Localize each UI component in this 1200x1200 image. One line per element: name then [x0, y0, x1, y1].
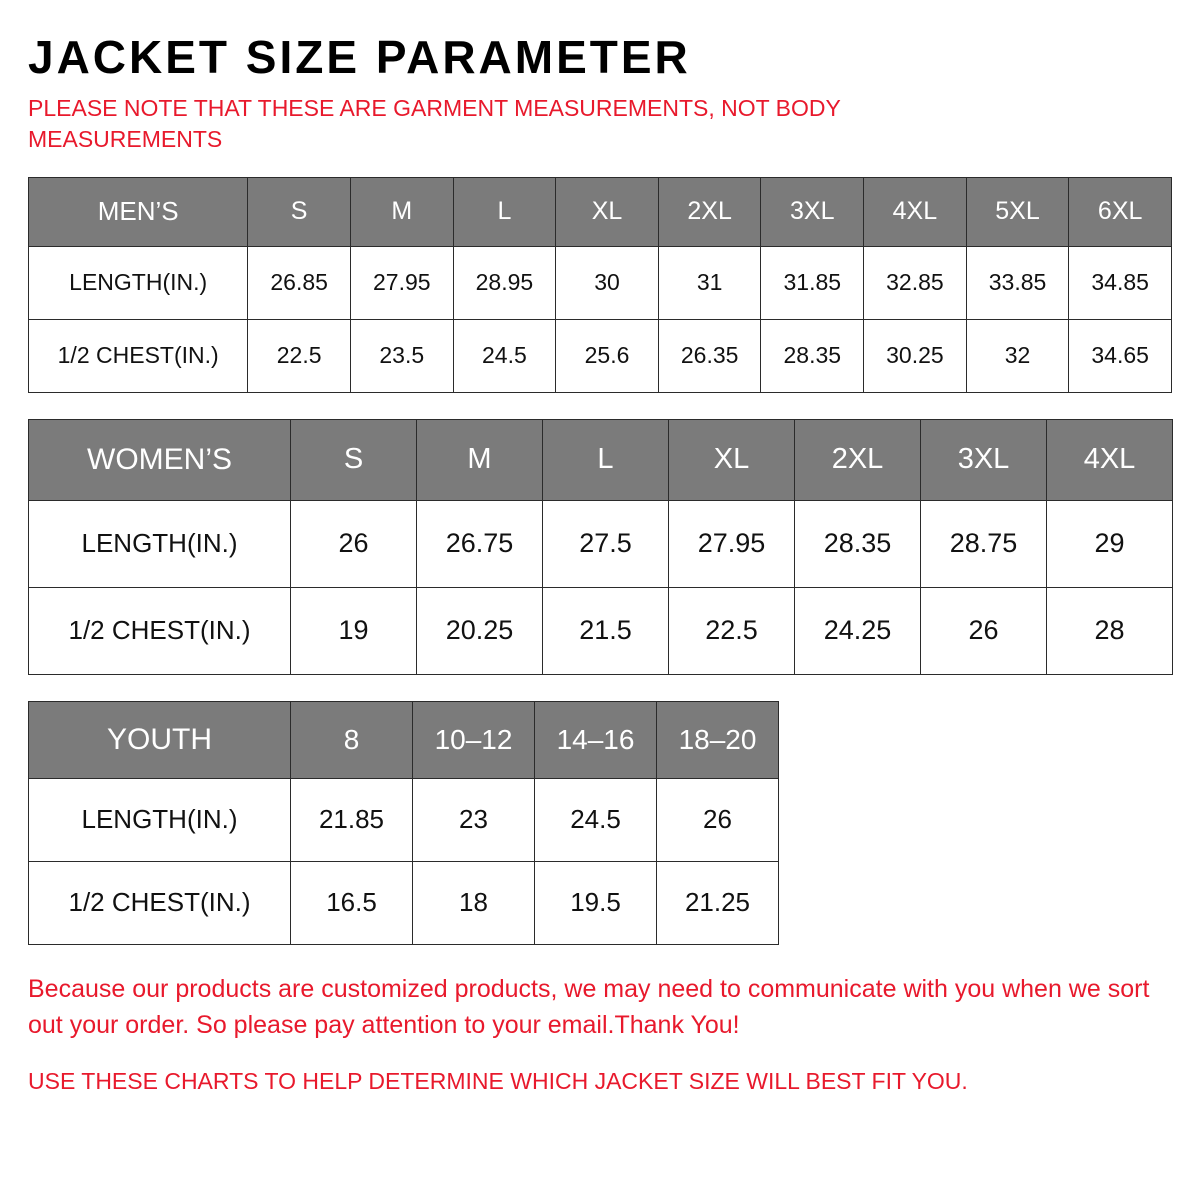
youth-size-header: 10–12 — [413, 701, 535, 778]
table-cell: 27.95 — [350, 246, 453, 319]
table-cell: 19.5 — [535, 861, 657, 944]
mens-size-header: 4XL — [864, 177, 967, 246]
table-cell: 30.25 — [864, 319, 967, 392]
table-row — [29, 861, 779, 944]
mens-size-header: S — [248, 177, 351, 246]
table-cell: 30 — [556, 246, 659, 319]
row-label: 1/2 CHEST(IN.) — [29, 587, 291, 674]
mens-size-header: XL — [556, 177, 659, 246]
table-cell: 26 — [291, 500, 417, 587]
table-cell: 33.85 — [966, 246, 1069, 319]
table-cell: 26 — [657, 778, 779, 861]
table-cell: 34.85 — [1069, 246, 1172, 319]
table-cell: 28.35 — [795, 500, 921, 587]
womens-corner-label: WOMEN’S — [29, 419, 291, 500]
mens-size-header: 3XL — [761, 177, 864, 246]
womens-size-header: 3XL — [921, 419, 1047, 500]
table-cell: 21.85 — [291, 778, 413, 861]
mens-size-header: 2XL — [658, 177, 761, 246]
mens-size-header: M — [350, 177, 453, 246]
womens-size-header: 4XL — [1047, 419, 1173, 500]
table-row — [29, 587, 1173, 674]
table-header-row — [29, 419, 1173, 500]
table-cell: 26.85 — [248, 246, 351, 319]
mens-size-header: L — [453, 177, 556, 246]
youth-size-header: 14–16 — [535, 701, 657, 778]
garment-measurement-note: PLEASE NOTE THAT THESE ARE GARMENT MEASUREMENTS, NOT BODY MEASUREMENTS — [28, 94, 841, 152]
table-cell: 27.5 — [543, 500, 669, 587]
table-cell: 25.6 — [556, 319, 659, 392]
table-cell: 31 — [658, 246, 761, 319]
table-cell: 20.25 — [417, 587, 543, 674]
table-row — [29, 319, 1172, 392]
mens-size-header: 5XL — [966, 177, 1069, 246]
row-label: 1/2 CHEST(IN.) — [29, 861, 291, 944]
table-cell: 26.35 — [658, 319, 761, 392]
row-label: LENGTH(IN.) — [29, 778, 291, 861]
mens-corner-label: MEN’S — [29, 177, 248, 246]
table-cell: 24.5 — [535, 778, 657, 861]
table-row — [29, 778, 779, 861]
table-cell: 27.95 — [669, 500, 795, 587]
youth-size-header: 18–20 — [657, 701, 779, 778]
table-cell: 22.5 — [669, 587, 795, 674]
table-cell: 32 — [966, 319, 1069, 392]
youth-size-table — [28, 701, 779, 945]
mens-size-table — [28, 177, 1172, 393]
page-title: JACKET SIZE PARAMETER — [28, 31, 691, 83]
table-cell: 34.65 — [1069, 319, 1172, 392]
table-header-row — [29, 701, 779, 778]
table-cell: 18 — [413, 861, 535, 944]
table-cell: 24.5 — [453, 319, 556, 392]
womens-size-header: S — [291, 419, 417, 500]
womens-size-header: L — [543, 419, 669, 500]
customization-note: Because our products are customized products, we may need to communicate with you when we sort out your order. So please pay attention to your email.Thank You! — [28, 974, 1150, 1039]
table-cell: 28.95 — [453, 246, 556, 319]
table-cell: 26.75 — [417, 500, 543, 587]
youth-size-header: 8 — [291, 701, 413, 778]
table-cell: 22.5 — [248, 319, 351, 392]
table-row — [29, 246, 1172, 319]
row-label: LENGTH(IN.) — [29, 246, 248, 319]
chart-usage-note: USE THESE CHARTS TO HELP DETERMINE WHICH JACKET SIZE WILL BEST FIT YOU. — [28, 1068, 968, 1095]
row-label: LENGTH(IN.) — [29, 500, 291, 587]
table-cell: 16.5 — [291, 861, 413, 944]
table-cell: 24.25 — [795, 587, 921, 674]
table-cell: 21.5 — [543, 587, 669, 674]
womens-size-header: 2XL — [795, 419, 921, 500]
table-cell: 23 — [413, 778, 535, 861]
table-cell: 31.85 — [761, 246, 864, 319]
youth-corner-label: YOUTH — [29, 701, 291, 778]
table-cell: 28.35 — [761, 319, 864, 392]
womens-size-header: XL — [669, 419, 795, 500]
table-header-row — [29, 177, 1172, 246]
table-cell: 21.25 — [657, 861, 779, 944]
table-cell: 19 — [291, 587, 417, 674]
womens-size-header: M — [417, 419, 543, 500]
womens-size-table — [28, 419, 1173, 675]
table-cell: 32.85 — [864, 246, 967, 319]
mens-size-header: 6XL — [1069, 177, 1172, 246]
table-cell: 23.5 — [350, 319, 453, 392]
table-cell: 29 — [1047, 500, 1173, 587]
row-label: 1/2 CHEST(IN.) — [29, 319, 248, 392]
table-cell: 26 — [921, 587, 1047, 674]
table-cell: 28 — [1047, 587, 1173, 674]
table-row — [29, 500, 1173, 587]
table-cell: 28.75 — [921, 500, 1047, 587]
